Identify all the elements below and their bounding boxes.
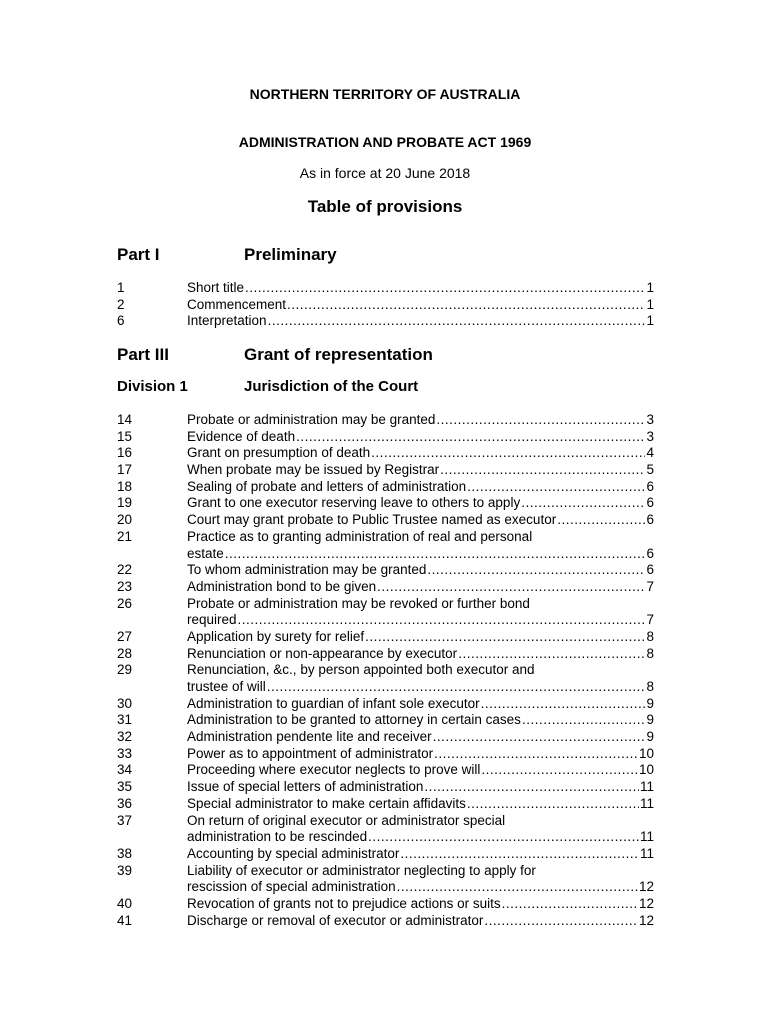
section-number: 36	[117, 795, 133, 811]
section-number: 14	[117, 412, 133, 427]
toc-entry[interactable]	[117, 462, 654, 479]
section-title: When probate may be issued by Registrar	[187, 462, 440, 478]
dot-leader	[268, 313, 646, 330]
section-number: 34	[117, 762, 133, 778]
toc-entry[interactable]	[117, 846, 654, 863]
section-number: 2	[117, 296, 125, 312]
dot-leader	[245, 280, 645, 297]
page-number: 10	[638, 745, 654, 761]
dot-leader	[434, 746, 638, 763]
toc-entry[interactable]	[117, 696, 654, 713]
section-number: 31	[117, 712, 133, 728]
dot-leader	[481, 762, 638, 779]
dot-leader	[522, 712, 646, 729]
dot-leader	[365, 629, 645, 646]
toc-entry[interactable]	[117, 445, 654, 462]
toc-entry[interactable]	[117, 280, 654, 297]
toc-entry[interactable]	[117, 779, 654, 796]
page-number: 12	[638, 912, 654, 928]
section-number: 22	[117, 562, 133, 578]
page-number: 12	[638, 895, 654, 911]
page-number: 1	[646, 280, 654, 295]
section-number: 35	[117, 779, 133, 795]
page-number: 6	[646, 495, 654, 511]
dot-leader	[368, 829, 639, 846]
part-label: Part III	[117, 345, 169, 364]
toc-entry[interactable]	[117, 662, 654, 695]
dot-leader	[440, 462, 645, 479]
dot-leader	[267, 679, 646, 696]
page-number: 7	[646, 578, 654, 594]
section-number: 18	[117, 478, 133, 494]
section-number: 26	[117, 595, 133, 611]
toc-entry[interactable]	[117, 712, 654, 729]
toc-entry[interactable]	[117, 297, 654, 314]
section-title: Administration to guardian of infant sole executor	[187, 695, 480, 711]
section-title: Probate or administration may be granted	[187, 412, 436, 427]
part-1-provisions	[117, 280, 654, 330]
section-number: 39	[117, 862, 133, 878]
section-title: Commencement	[187, 296, 287, 312]
dot-leader	[371, 445, 645, 462]
page-number: 6	[646, 512, 654, 528]
dot-leader	[397, 879, 638, 896]
toc-entry[interactable]	[117, 896, 654, 913]
page-number: 9	[646, 729, 654, 745]
dot-leader	[296, 429, 645, 446]
section-title: Sealing of probate and letters of administration	[187, 478, 467, 494]
section-title: rescission of special administration	[187, 879, 396, 895]
section-number: 19	[117, 495, 133, 511]
section-title: Application by surety for relief	[187, 628, 365, 644]
section-title: estate	[187, 545, 224, 561]
dot-leader	[400, 846, 639, 863]
section-title: administration to be rescinded	[187, 829, 368, 845]
dot-leader	[467, 796, 639, 813]
act-title: ADMINISTRATION AND PROBATE ACT 1969	[238, 134, 532, 150]
toc-entry[interactable]	[117, 412, 654, 429]
section-number: 38	[117, 845, 133, 861]
toc-entry[interactable]	[117, 429, 654, 446]
page-number: 6	[646, 545, 654, 561]
section-number: 17	[117, 462, 133, 478]
dot-leader	[557, 512, 645, 529]
page-number: 1	[646, 313, 654, 329]
toc-entry[interactable]	[117, 479, 654, 496]
dot-leader	[481, 696, 646, 713]
section-title: Probate or administration may be revoked or further bond	[187, 595, 530, 611]
division-label: Division 1	[117, 378, 188, 395]
toc-entry[interactable]	[117, 579, 654, 596]
toc-title: Table of provisions	[307, 197, 463, 216]
toc-entry[interactable]	[117, 746, 654, 763]
section-title: Renunciation or non-appearance by executor	[187, 645, 458, 661]
section-title: Liability of executor or administrator neglecting to apply for	[187, 862, 536, 878]
section-title: Issue of special letters of administration	[187, 779, 424, 795]
page-number: 3	[646, 428, 654, 444]
part-3-provisions	[117, 412, 654, 929]
section-title: Proceeding where executor neglects to prove will	[187, 762, 481, 778]
part-title: Grant of representation	[244, 345, 433, 364]
section-title: Evidence of death	[187, 428, 296, 444]
page-number: 11	[639, 845, 654, 861]
page-number: 6	[646, 478, 654, 494]
section-title: Revocation of grants not to prejudice actions or suits	[187, 895, 501, 911]
section-title: Administration to be granted to attorney in certain cases	[187, 712, 521, 728]
section-title: Grant on presumption of death	[187, 445, 371, 461]
section-number: 6	[117, 313, 125, 329]
section-number: 27	[117, 628, 133, 644]
dot-leader	[424, 779, 639, 796]
section-title: required	[187, 612, 237, 628]
toc-entry[interactable]	[117, 313, 654, 330]
dot-leader	[521, 495, 645, 512]
section-number: 30	[117, 695, 133, 711]
section-title: On return of original executor or administrator special	[187, 812, 506, 828]
page-number: 3	[646, 412, 654, 427]
section-number: 1	[117, 280, 125, 295]
section-number: 16	[117, 445, 133, 461]
section-number: 41	[117, 912, 133, 928]
section-number: 20	[117, 512, 133, 528]
page-number: 7	[646, 612, 654, 628]
page-number: 9	[646, 712, 654, 728]
page-number: 6	[646, 562, 654, 578]
section-number: 33	[117, 745, 133, 761]
section-number: 40	[117, 895, 133, 911]
toc-entry[interactable]	[117, 512, 654, 529]
dot-leader	[484, 913, 638, 930]
dot-leader	[287, 297, 645, 314]
page-number: 5	[646, 462, 654, 478]
section-title: Power as to appointment of administrator	[187, 745, 434, 761]
dot-leader	[225, 546, 646, 563]
section-title: Discharge or removal of executor or administrator	[187, 912, 484, 928]
section-number: 37	[117, 812, 133, 828]
section-title: Grant to one executor reserving leave to others to apply	[187, 495, 521, 511]
toc-entry[interactable]	[117, 596, 654, 629]
page-number: 1	[646, 296, 654, 312]
section-title: trustee of will	[187, 679, 266, 694]
jurisdiction-heading: NORTHERN TERRITORY OF AUSTRALIA	[249, 86, 521, 102]
dot-leader	[377, 579, 645, 596]
section-title: Renunciation, &c., by person appointed both executor and	[187, 662, 535, 678]
dot-leader	[502, 896, 638, 913]
page-number: 8	[646, 679, 654, 694]
section-number: 32	[117, 729, 133, 745]
part-label: Part I	[117, 245, 160, 264]
toc-entry[interactable]	[117, 913, 654, 930]
dot-leader	[458, 646, 645, 663]
part-title: Preliminary	[244, 245, 337, 264]
division-title: Jurisdiction of the Court	[244, 378, 419, 395]
page-number: 9	[646, 695, 654, 711]
toc-entry[interactable]	[117, 629, 654, 646]
page-number: 8	[646, 628, 654, 644]
dot-leader	[238, 612, 646, 629]
dot-leader	[427, 562, 645, 579]
section-title: To whom administration may be granted	[187, 562, 427, 578]
page-number: 8	[646, 645, 654, 661]
section-number: 28	[117, 645, 133, 661]
section-title: Court may grant probate to Public Trustee named as executor	[187, 512, 557, 528]
section-title: Administration bond to be given	[187, 578, 377, 594]
section-title: Practice as to granting administration of real and personal	[187, 528, 533, 544]
section-title: Administration pendente lite and receiver	[187, 729, 432, 745]
section-title: Special administrator to make certain affidavits	[187, 795, 466, 811]
dot-leader	[433, 729, 646, 746]
page-number: 11	[639, 829, 654, 845]
toc-entry[interactable]	[117, 813, 654, 846]
section-number: 23	[117, 578, 133, 594]
toc-entry[interactable]	[117, 646, 654, 663]
section-number: 21	[117, 528, 133, 544]
dot-leader	[436, 412, 645, 429]
page-number: 10	[638, 762, 654, 778]
toc-entry[interactable]	[117, 729, 654, 746]
page-number: 4	[646, 445, 654, 461]
section-title: Accounting by special administrator	[187, 845, 400, 861]
page-number: 12	[638, 879, 654, 895]
toc-entry[interactable]	[117, 762, 654, 779]
in-force-date: As in force at 20 June 2018	[299, 165, 471, 181]
toc-entry[interactable]	[117, 796, 654, 813]
section-title: Short title	[187, 280, 245, 295]
toc-entry[interactable]	[117, 863, 654, 896]
toc-entry[interactable]	[117, 529, 654, 562]
page-number: 11	[639, 779, 654, 795]
section-title: Interpretation	[187, 313, 267, 329]
dot-leader	[467, 479, 645, 496]
section-number: 29	[117, 662, 133, 678]
section-number: 15	[117, 428, 133, 444]
toc-entry[interactable]	[117, 562, 654, 579]
page-number: 11	[639, 795, 654, 811]
toc-entry[interactable]	[117, 495, 654, 512]
